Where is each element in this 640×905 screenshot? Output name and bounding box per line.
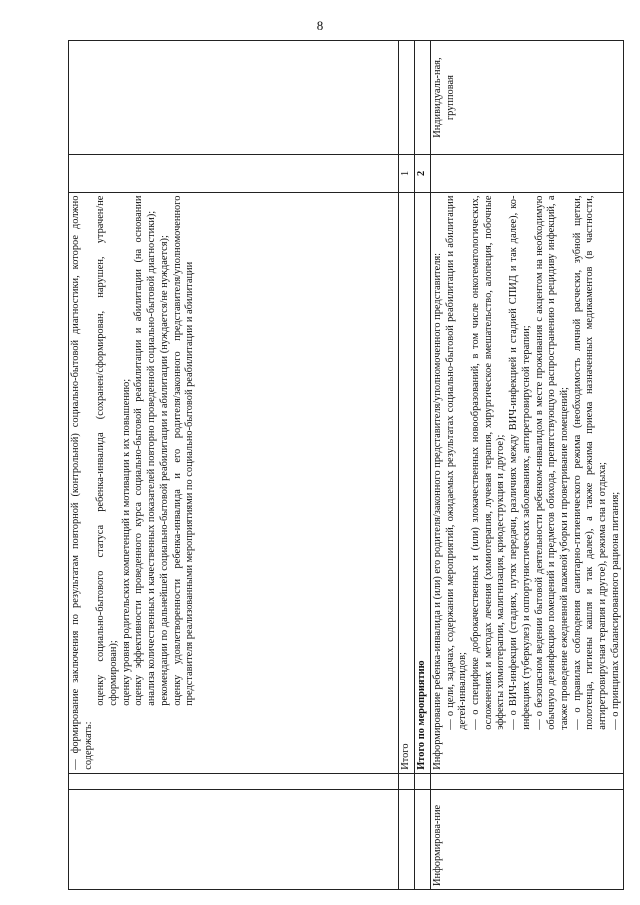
itogo-measures-count: 2 (415, 155, 431, 192)
activity-name-cell-empty (69, 790, 399, 890)
itogo-label: Итого (399, 192, 415, 773)
list-item: — о принципах сбалансированного рациона питания; (609, 491, 621, 730)
list-item: — о цели, задачах, содержании мероприятий, ожидаемых результатах социально-бытовой реабилитации и абилитации детей-инвалидов; (444, 195, 469, 730)
section2-content (431, 192, 624, 773)
list-item: — о специфике доброкачественных и (или) злокачественных новообразований, в том числе онкогематологических, осложнениях и методах лечения (химиотерапия, лучевая терапия, хирургическое вмешательство, алопеция, побочные эффекты химиотерапии, малигнизация, криодеструкция и другое); (470, 195, 507, 730)
list-item: — формирование заключения по результатам повторной (контрольной) социально-бытовой диагностики, которое должно содержать: (70, 195, 94, 770)
table-row (399, 41, 415, 890)
activity-name: Информирова-ние (431, 790, 624, 890)
page-number: 8 (316, 18, 324, 33)
list-item: — о ВИЧ-инфекции (стадиях, путях передачи, различиях между ВИЧ-инфекцией и стадией СПИД и так далее), ко-инфекциях (туберкулез) и оппортунистических заболеваниях, антиретровирусной терапии; (508, 195, 532, 730)
itogo-measures-label: Итого по мероприятию (415, 192, 431, 773)
num-cell-empty (69, 773, 399, 790)
list-item: оценку эффективности проведенного курса социально-бытовой реабилитации и абилитации (на основании анализа количественных и качественных показателей повторно проведенной социально-бытовой диагностики); (133, 195, 158, 706)
mode-cell-empty (69, 41, 399, 155)
section1-content (69, 192, 399, 773)
list-item: — о правилах соблюдения санитарно-гигиенического режима (необходимость личной расчески, зубной щетки, полотенца, гигиены кашля и так далее), а также режима приема назначенных медикаментов (в частности, антиретровирусная терапия и другое), режима сна и отдыха; (571, 195, 608, 730)
rotated-table-area (68, 40, 624, 890)
list-item: Информирование ребенка-инвалида и (или) его родителя/законного представителя/уполномоченного представителя: (432, 252, 443, 770)
list-item: рекомендации по дальнейшей социально-бытовой реабилитации и абилитации (нуждается/не нуждается); (158, 235, 170, 706)
activity-mode: Индивидуаль-ная, групповая (431, 41, 624, 155)
list-item: оценку социально-бытового статуса ребенка-инвалида (сохранен/сформирован, нарушен, утрачен/не сформирован); (95, 195, 120, 706)
list-item: оценку уровня родительских компетенций и мотивации к их повышению; (120, 378, 132, 706)
count-cell-empty (69, 155, 399, 192)
list-item: оценку удовлетворенности ребенка-инвалида и его родителя/законного представителя/уполномоченного представителя реализованными мероприятиями по социально-бытовой реабилитации и абилитации (171, 195, 196, 706)
itogo-count: 1 (399, 155, 415, 192)
table-row (69, 41, 399, 890)
table-row (431, 41, 624, 890)
table-row (415, 41, 431, 890)
list-item: — о безопасном ведении бытовой деятельности ребенком-инвалидом в месте проживания с акцентом на необходимую обычную дезинфекцию помещений и предметов обихода, препятствующую распространению и рецидиву инфекций, а также проведение ежедневной влажной уборки и проветривание помещений; (533, 195, 570, 730)
activities-table (68, 40, 624, 890)
